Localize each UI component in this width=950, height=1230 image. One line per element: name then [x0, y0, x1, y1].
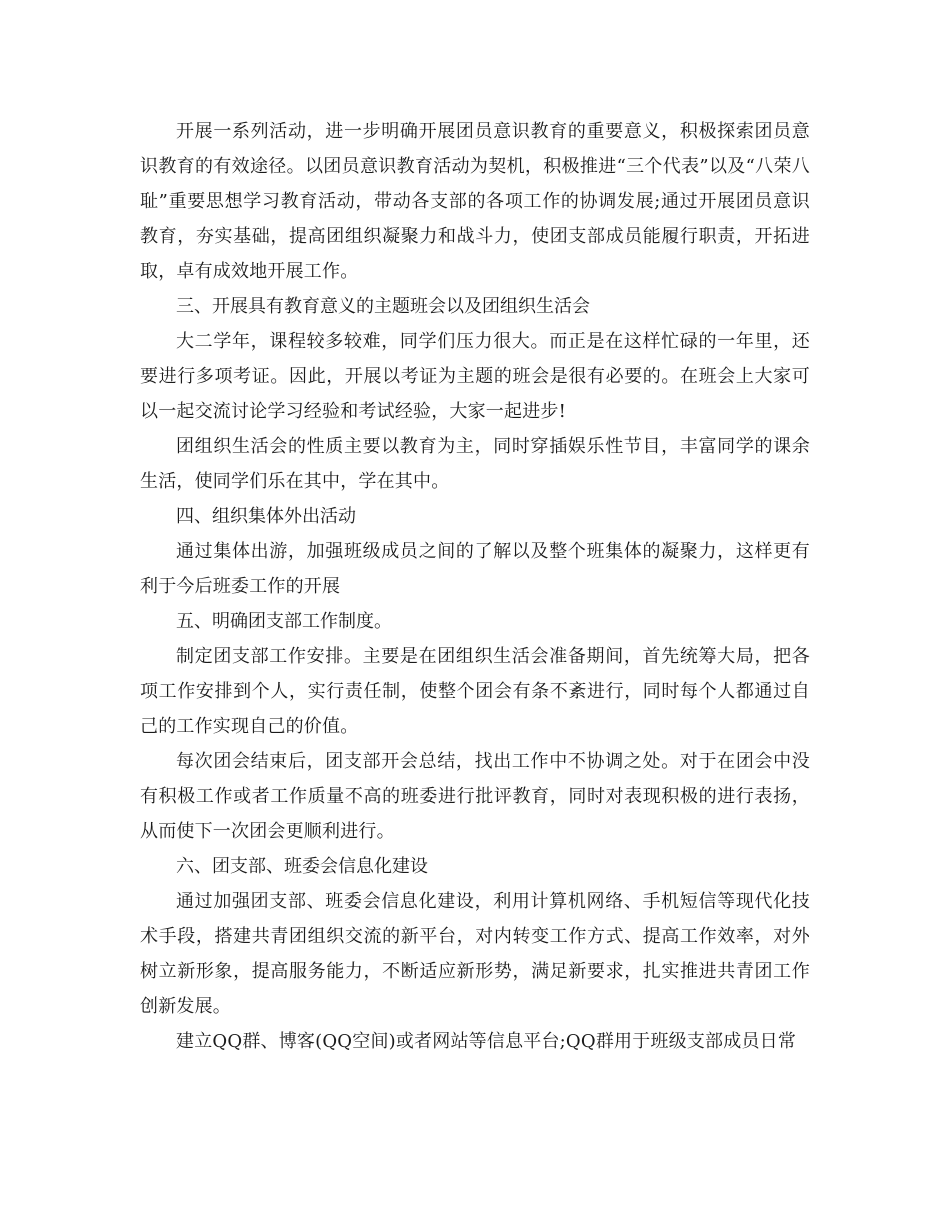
section-heading-6: 六、团支部、班委会信息化建设 — [176, 856, 428, 877]
section-heading-3: 三、开展具有教育意义的主题班会以及团组织生活会 — [176, 296, 590, 317]
paragraph-team-awareness: 开展一系列活动，进一步明确开展团员意识教育的重要意义，积极探索团员意识教育的有效途径。以团员意识教育活动为契机，积极推进“三个代表”以及“八荣八耻”重要思想学习教育活动，带动各支部的各项工作的协调发展;通过开展团员意识教育，夯实基础，提高团组织凝聚力和战斗力，使团支部成员能履行职责，开拓进取，卓有成效地开展工作。 — [140, 121, 810, 282]
section-heading-4: 四、组织集体外出活动 — [176, 506, 356, 527]
paragraph-informatization: 通过加强团支部、班委会信息化建设，利用计算机网络、手机短信等现代化技术手段，搭建共青团组织交流的新平台，对内转变工作方式、提高工作效率，对外树立新形象，提高服务能力，不断适应新形势，满足新要求，扎实推进共青团工作创新发展。 — [140, 891, 810, 1017]
paragraph-meeting-summary: 每次团会结束后，团支部开会总结，找出工作中不协调之处。对于在团会中没有积极工作或者工作质量不高的班委进行批评教育，同时对表现积极的进行表扬，从而使下一次团会更顺利进行。 — [140, 751, 810, 842]
paragraph-class-meeting: 大二学年，课程较多较难，同学们压力很大。而正是在这样忙碌的一年里，还要进行多项考证。因此，开展以考证为主题的班会是很有必要的。在班会上大家可以一起交流讨论学习经验和考试经验，大家一起进步! — [140, 331, 810, 422]
paragraph-qq-group: 建立QQ群、博客(QQ空间)或者网站等信息平台;QQ群用于班级支部成员日常 — [176, 1031, 797, 1052]
section-heading-5: 五、明确团支部工作制度。 — [176, 611, 392, 632]
paragraph-work-arrangement: 制定团支部工作安排。主要是在团组织生活会准备期间，首先统筹大局，把各项工作安排到个人，实行责任制，使整个团会有条不紊进行，同时每个人都通过自己的工作实现自己的价值。 — [140, 646, 810, 737]
document-body — [140, 114, 810, 1059]
paragraph-group-outing: 通过集体出游，加强班级成员之间的了解以及整个班集体的凝聚力，这样更有利于今后班委工作的开展 — [140, 541, 810, 597]
paragraph-league-life-meeting: 团组织生活会的性质主要以教育为主，同时穿插娱乐性节目，丰富同学的课余生活，使同学们乐在其中，学在其中。 — [140, 436, 810, 492]
